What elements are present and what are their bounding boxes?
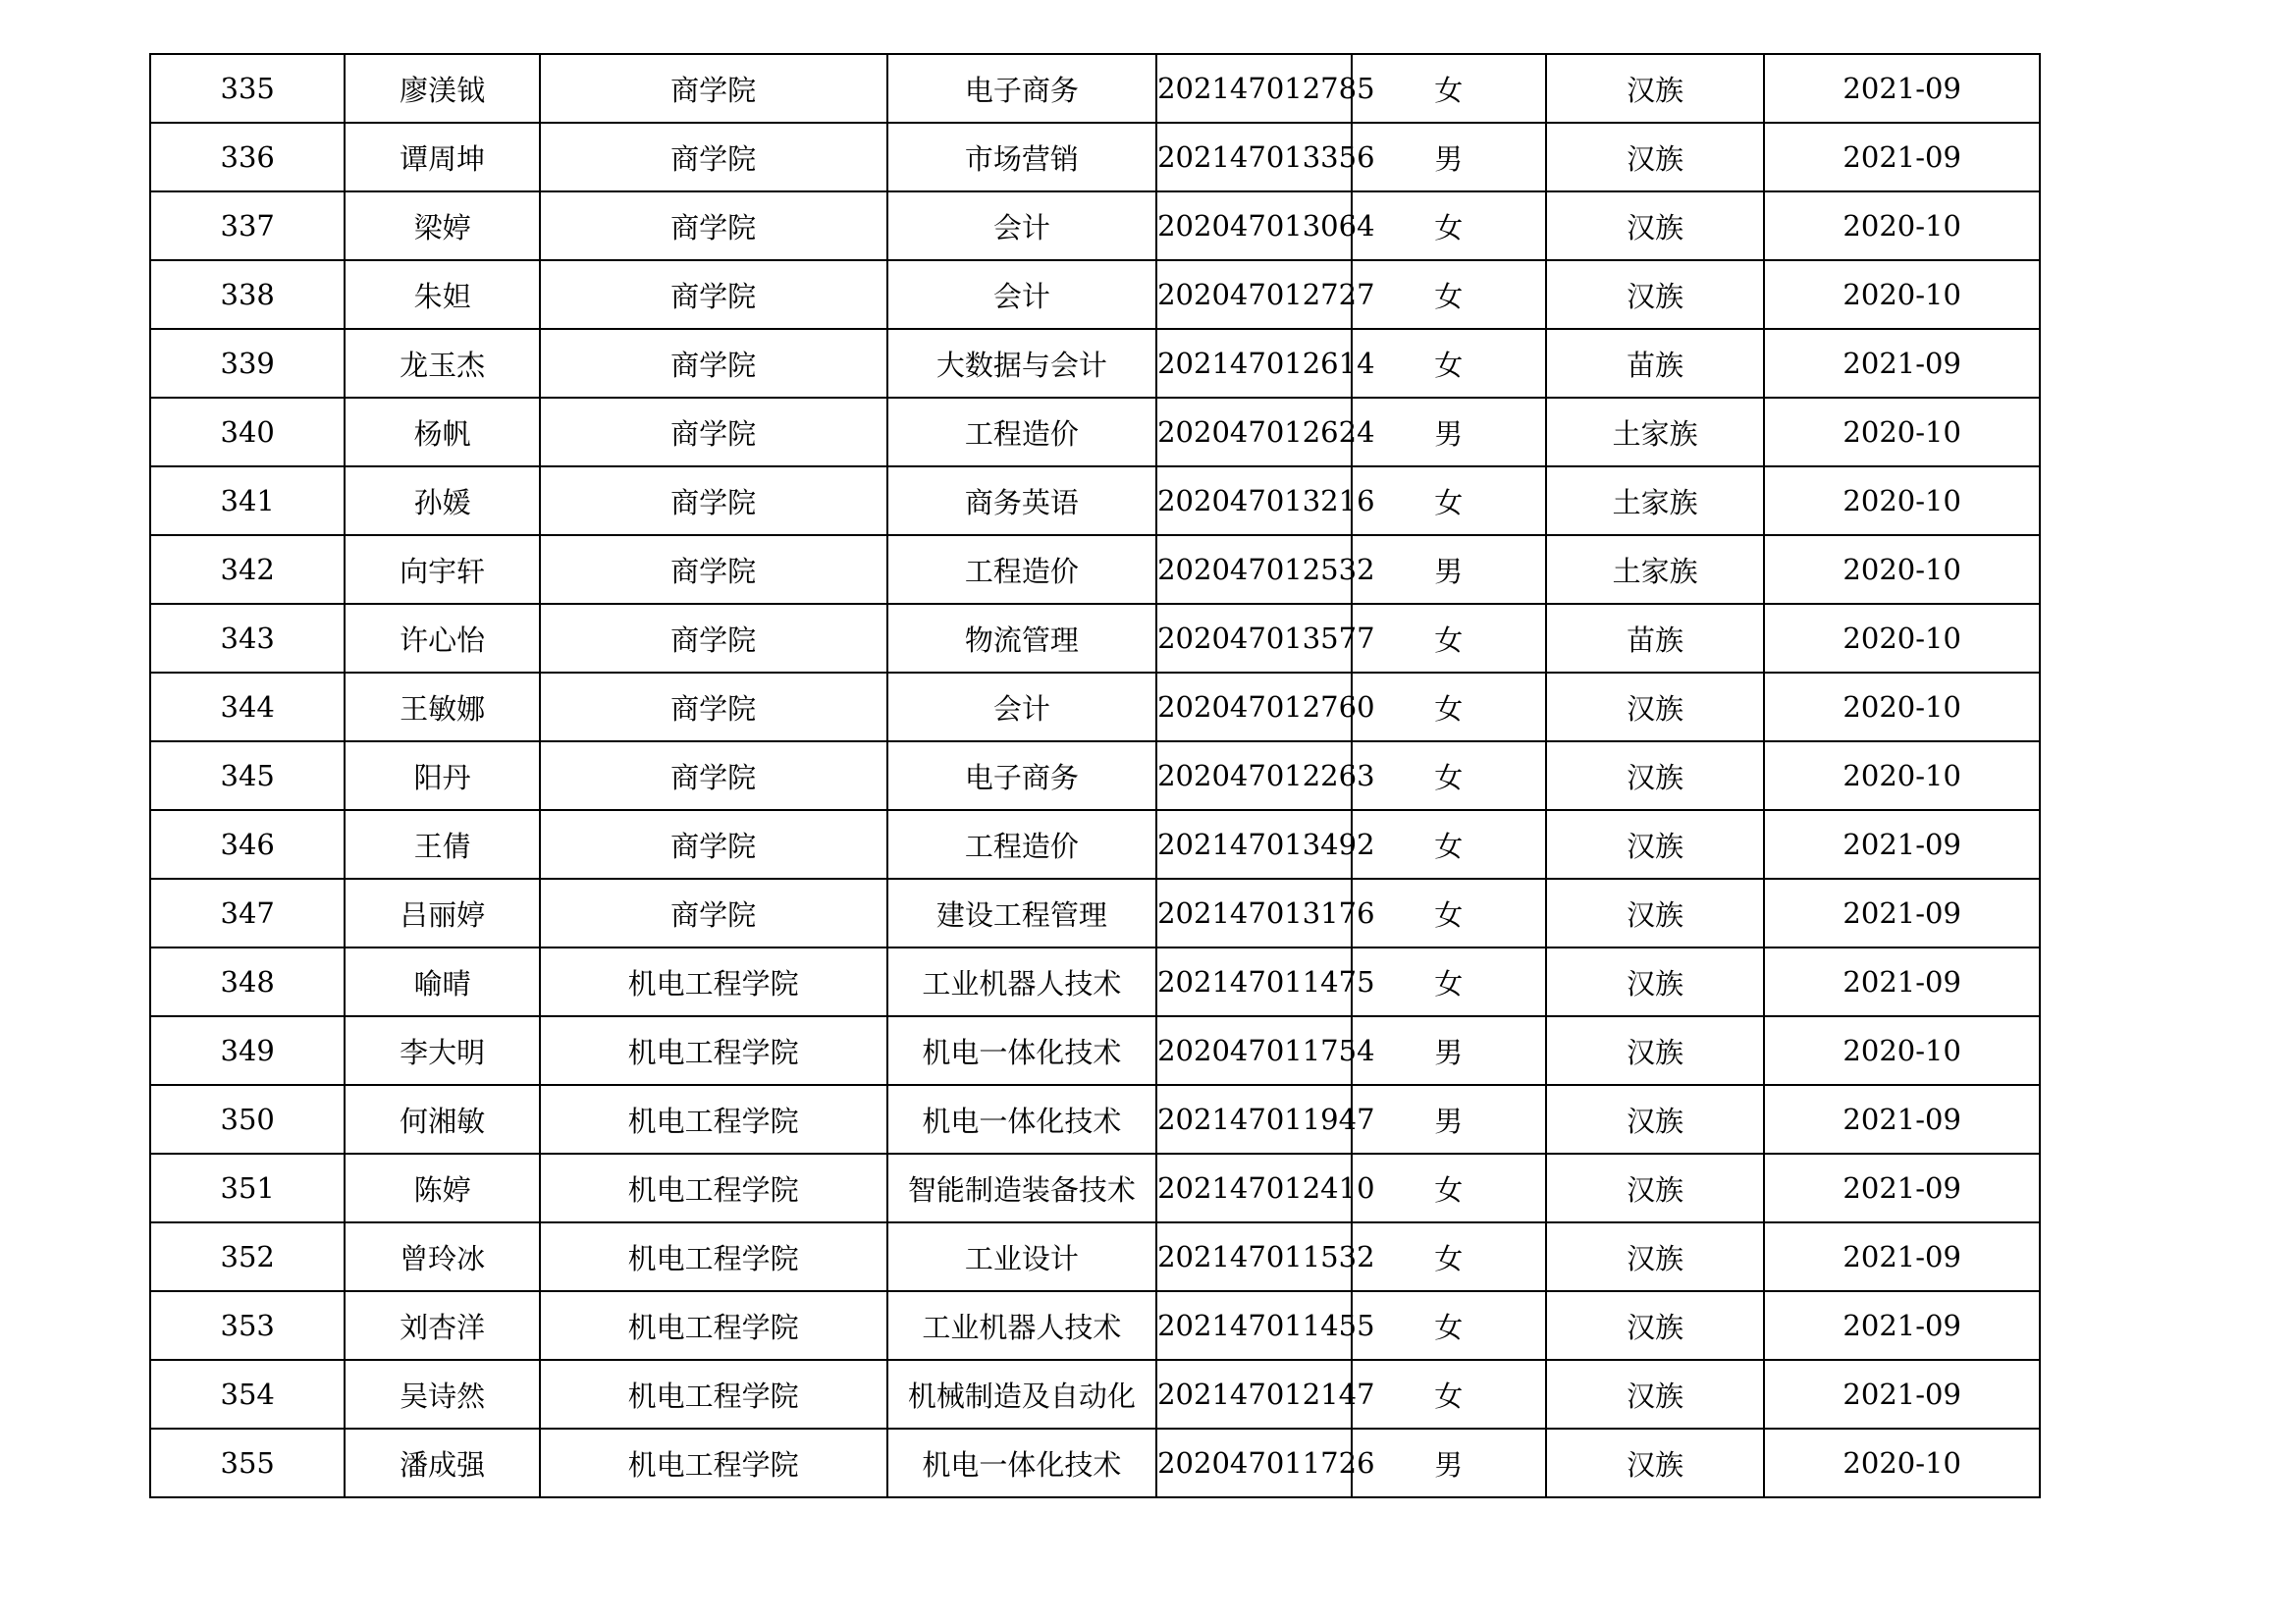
student-id-cell: 202047013216 <box>1156 466 1351 535</box>
roster-body <box>150 54 2040 1497</box>
table-row <box>150 741 2040 810</box>
gender-cell: 女 <box>1352 54 1546 123</box>
enrollment-date-cell: 2021-09 <box>1764 1222 2040 1291</box>
row-number-cell: 342 <box>150 535 345 604</box>
college-cell: 商学院 <box>540 123 887 191</box>
major-cell: 会计 <box>887 191 1157 260</box>
major-cell: 工业机器人技术 <box>887 1291 1157 1360</box>
major-cell: 建设工程管理 <box>887 879 1157 947</box>
ethnicity-cell: 苗族 <box>1546 329 1764 398</box>
ethnicity-cell: 汉族 <box>1546 1222 1764 1291</box>
college-cell: 商学院 <box>540 810 887 879</box>
row-number-cell: 354 <box>150 1360 345 1429</box>
enrollment-date-cell: 2021-09 <box>1764 1085 2040 1154</box>
college-cell: 商学院 <box>540 604 887 673</box>
enrollment-date-cell: 2020-10 <box>1764 1429 2040 1497</box>
name-cell: 何湘敏 <box>345 1085 539 1154</box>
gender-cell: 女 <box>1352 329 1546 398</box>
major-cell: 电子商务 <box>887 54 1157 123</box>
name-cell: 吴诗然 <box>345 1360 539 1429</box>
row-number-cell: 352 <box>150 1222 345 1291</box>
name-cell: 王倩 <box>345 810 539 879</box>
student-id-cell: 202147011475 <box>1156 947 1351 1016</box>
ethnicity-cell: 汉族 <box>1546 1360 1764 1429</box>
row-number-cell: 351 <box>150 1154 345 1222</box>
major-cell: 商务英语 <box>887 466 1157 535</box>
student-id-cell: 202147012410 <box>1156 1154 1351 1222</box>
name-cell: 阳丹 <box>345 741 539 810</box>
ethnicity-cell: 汉族 <box>1546 1016 1764 1085</box>
ethnicity-cell: 汉族 <box>1546 54 1764 123</box>
table-row <box>150 398 2040 466</box>
row-number-cell: 355 <box>150 1429 345 1497</box>
row-number-cell: 344 <box>150 673 345 741</box>
enrollment-date-cell: 2021-09 <box>1764 123 2040 191</box>
enrollment-date-cell: 2020-10 <box>1764 673 2040 741</box>
gender-cell: 女 <box>1352 741 1546 810</box>
ethnicity-cell: 土家族 <box>1546 535 1764 604</box>
student-id-cell: 202147013356 <box>1156 123 1351 191</box>
major-cell: 智能制造装备技术 <box>887 1154 1157 1222</box>
row-number-cell: 341 <box>150 466 345 535</box>
name-cell: 龙玉杰 <box>345 329 539 398</box>
college-cell: 机电工程学院 <box>540 1360 887 1429</box>
enrollment-date-cell: 2021-09 <box>1764 810 2040 879</box>
row-number-cell: 339 <box>150 329 345 398</box>
ethnicity-cell: 汉族 <box>1546 1429 1764 1497</box>
major-cell: 会计 <box>887 673 1157 741</box>
college-cell: 机电工程学院 <box>540 1154 887 1222</box>
table-row <box>150 54 2040 123</box>
gender-cell: 男 <box>1352 123 1546 191</box>
ethnicity-cell: 苗族 <box>1546 604 1764 673</box>
table-row <box>150 810 2040 879</box>
name-cell: 杨帆 <box>345 398 539 466</box>
name-cell: 陈婷 <box>345 1154 539 1222</box>
ethnicity-cell: 汉族 <box>1546 191 1764 260</box>
major-cell: 机电一体化技术 <box>887 1429 1157 1497</box>
major-cell: 机械制造及自动化 <box>887 1360 1157 1429</box>
table-row <box>150 1429 2040 1497</box>
table-row <box>150 191 2040 260</box>
college-cell: 机电工程学院 <box>540 1085 887 1154</box>
student-id-cell: 202047012263 <box>1156 741 1351 810</box>
row-number-cell: 346 <box>150 810 345 879</box>
college-cell: 商学院 <box>540 879 887 947</box>
enrollment-date-cell: 2021-09 <box>1764 1154 2040 1222</box>
row-number-cell: 340 <box>150 398 345 466</box>
gender-cell: 男 <box>1352 398 1546 466</box>
table-row <box>150 1360 2040 1429</box>
table-row <box>150 604 2040 673</box>
ethnicity-cell: 土家族 <box>1546 398 1764 466</box>
gender-cell: 女 <box>1352 1222 1546 1291</box>
college-cell: 机电工程学院 <box>540 1429 887 1497</box>
enrollment-date-cell: 2020-10 <box>1764 604 2040 673</box>
college-cell: 机电工程学院 <box>540 947 887 1016</box>
student-id-cell: 202047012760 <box>1156 673 1351 741</box>
enrollment-date-cell: 2021-09 <box>1764 54 2040 123</box>
enrollment-date-cell: 2021-09 <box>1764 329 2040 398</box>
major-cell: 工程造价 <box>887 535 1157 604</box>
ethnicity-cell: 汉族 <box>1546 1154 1764 1222</box>
row-number-cell: 353 <box>150 1291 345 1360</box>
name-cell: 王敏娜 <box>345 673 539 741</box>
college-cell: 机电工程学院 <box>540 1222 887 1291</box>
name-cell: 李大明 <box>345 1016 539 1085</box>
major-cell: 大数据与会计 <box>887 329 1157 398</box>
major-cell: 工程造价 <box>887 810 1157 879</box>
table-row <box>150 879 2040 947</box>
gender-cell: 女 <box>1352 260 1546 329</box>
name-cell: 曾玲冰 <box>345 1222 539 1291</box>
major-cell: 工业机器人技术 <box>887 947 1157 1016</box>
name-cell: 刘杏洋 <box>345 1291 539 1360</box>
college-cell: 商学院 <box>540 260 887 329</box>
major-cell: 物流管理 <box>887 604 1157 673</box>
table-row <box>150 947 2040 1016</box>
major-cell: 电子商务 <box>887 741 1157 810</box>
row-number-cell: 343 <box>150 604 345 673</box>
enrollment-date-cell: 2020-10 <box>1764 398 2040 466</box>
ethnicity-cell: 汉族 <box>1546 741 1764 810</box>
row-number-cell: 348 <box>150 947 345 1016</box>
ethnicity-cell: 汉族 <box>1546 260 1764 329</box>
gender-cell: 女 <box>1352 604 1546 673</box>
name-cell: 许心怡 <box>345 604 539 673</box>
gender-cell: 女 <box>1352 191 1546 260</box>
college-cell: 商学院 <box>540 398 887 466</box>
enrollment-date-cell: 2021-09 <box>1764 879 2040 947</box>
enrollment-date-cell: 2020-10 <box>1764 260 2040 329</box>
gender-cell: 女 <box>1352 810 1546 879</box>
student-id-cell: 202147012785 <box>1156 54 1351 123</box>
major-cell: 会计 <box>887 260 1157 329</box>
table-row <box>150 1154 2040 1222</box>
table-row <box>150 466 2040 535</box>
table-row <box>150 1291 2040 1360</box>
enrollment-date-cell: 2020-10 <box>1764 466 2040 535</box>
gender-cell: 女 <box>1352 947 1546 1016</box>
gender-cell: 男 <box>1352 1016 1546 1085</box>
row-number-cell: 349 <box>150 1016 345 1085</box>
college-cell: 商学院 <box>540 673 887 741</box>
college-cell: 机电工程学院 <box>540 1291 887 1360</box>
college-cell: 机电工程学院 <box>540 1016 887 1085</box>
college-cell: 商学院 <box>540 329 887 398</box>
table-row <box>150 329 2040 398</box>
student-id-cell: 202047012624 <box>1156 398 1351 466</box>
name-cell: 潘成强 <box>345 1429 539 1497</box>
table-row <box>150 1085 2040 1154</box>
student-id-cell: 202147013492 <box>1156 810 1351 879</box>
row-number-cell: 345 <box>150 741 345 810</box>
student-id-cell: 202147011947 <box>1156 1085 1351 1154</box>
ethnicity-cell: 汉族 <box>1546 123 1764 191</box>
student-id-cell: 202047013064 <box>1156 191 1351 260</box>
student-id-cell: 202047011726 <box>1156 1429 1351 1497</box>
gender-cell: 男 <box>1352 1085 1546 1154</box>
gender-cell: 女 <box>1352 673 1546 741</box>
major-cell: 机电一体化技术 <box>887 1016 1157 1085</box>
name-cell: 向宇轩 <box>345 535 539 604</box>
gender-cell: 女 <box>1352 879 1546 947</box>
gender-cell: 女 <box>1352 466 1546 535</box>
row-number-cell: 335 <box>150 54 345 123</box>
name-cell: 朱妲 <box>345 260 539 329</box>
name-cell: 喻晴 <box>345 947 539 1016</box>
table-row <box>150 673 2040 741</box>
student-id-cell: 202147011455 <box>1156 1291 1351 1360</box>
ethnicity-cell: 汉族 <box>1546 673 1764 741</box>
name-cell: 孙媛 <box>345 466 539 535</box>
enrollment-date-cell: 2020-10 <box>1764 1016 2040 1085</box>
college-cell: 商学院 <box>540 741 887 810</box>
table-row <box>150 1016 2040 1085</box>
name-cell: 吕丽婷 <box>345 879 539 947</box>
enrollment-date-cell: 2020-10 <box>1764 535 2040 604</box>
student-id-cell: 202047012727 <box>1156 260 1351 329</box>
row-number-cell: 350 <box>150 1085 345 1154</box>
student-id-cell: 202147012147 <box>1156 1360 1351 1429</box>
gender-cell: 女 <box>1352 1360 1546 1429</box>
major-cell: 工程造价 <box>887 398 1157 466</box>
college-cell: 商学院 <box>540 191 887 260</box>
gender-cell: 男 <box>1352 1429 1546 1497</box>
student-id-cell: 202047013577 <box>1156 604 1351 673</box>
college-cell: 商学院 <box>540 535 887 604</box>
student-id-cell: 202147013176 <box>1156 879 1351 947</box>
ethnicity-cell: 汉族 <box>1546 1291 1764 1360</box>
college-cell: 商学院 <box>540 466 887 535</box>
table-row <box>150 260 2040 329</box>
ethnicity-cell: 汉族 <box>1546 879 1764 947</box>
gender-cell: 女 <box>1352 1291 1546 1360</box>
name-cell: 梁婷 <box>345 191 539 260</box>
major-cell: 工业设计 <box>887 1222 1157 1291</box>
row-number-cell: 347 <box>150 879 345 947</box>
student-id-cell: 202047011754 <box>1156 1016 1351 1085</box>
row-number-cell: 337 <box>150 191 345 260</box>
enrollment-date-cell: 2020-10 <box>1764 191 2040 260</box>
enrollment-date-cell: 2020-10 <box>1764 741 2040 810</box>
table-row <box>150 535 2040 604</box>
row-number-cell: 338 <box>150 260 345 329</box>
student-id-cell: 202147011532 <box>1156 1222 1351 1291</box>
student-roster-table <box>149 53 2041 1498</box>
table-row <box>150 1222 2040 1291</box>
row-number-cell: 336 <box>150 123 345 191</box>
enrollment-date-cell: 2021-09 <box>1764 1291 2040 1360</box>
student-id-cell: 202047012532 <box>1156 535 1351 604</box>
student-id-cell: 202147012614 <box>1156 329 1351 398</box>
college-cell: 商学院 <box>540 54 887 123</box>
name-cell: 廖渼钺 <box>345 54 539 123</box>
enrollment-date-cell: 2021-09 <box>1764 947 2040 1016</box>
gender-cell: 男 <box>1352 535 1546 604</box>
name-cell: 谭周坤 <box>345 123 539 191</box>
major-cell: 市场营销 <box>887 123 1157 191</box>
enrollment-date-cell: 2021-09 <box>1764 1360 2040 1429</box>
ethnicity-cell: 汉族 <box>1546 810 1764 879</box>
table-row <box>150 123 2040 191</box>
major-cell: 机电一体化技术 <box>887 1085 1157 1154</box>
gender-cell: 女 <box>1352 1154 1546 1222</box>
ethnicity-cell: 汉族 <box>1546 1085 1764 1154</box>
ethnicity-cell: 汉族 <box>1546 947 1764 1016</box>
ethnicity-cell: 土家族 <box>1546 466 1764 535</box>
